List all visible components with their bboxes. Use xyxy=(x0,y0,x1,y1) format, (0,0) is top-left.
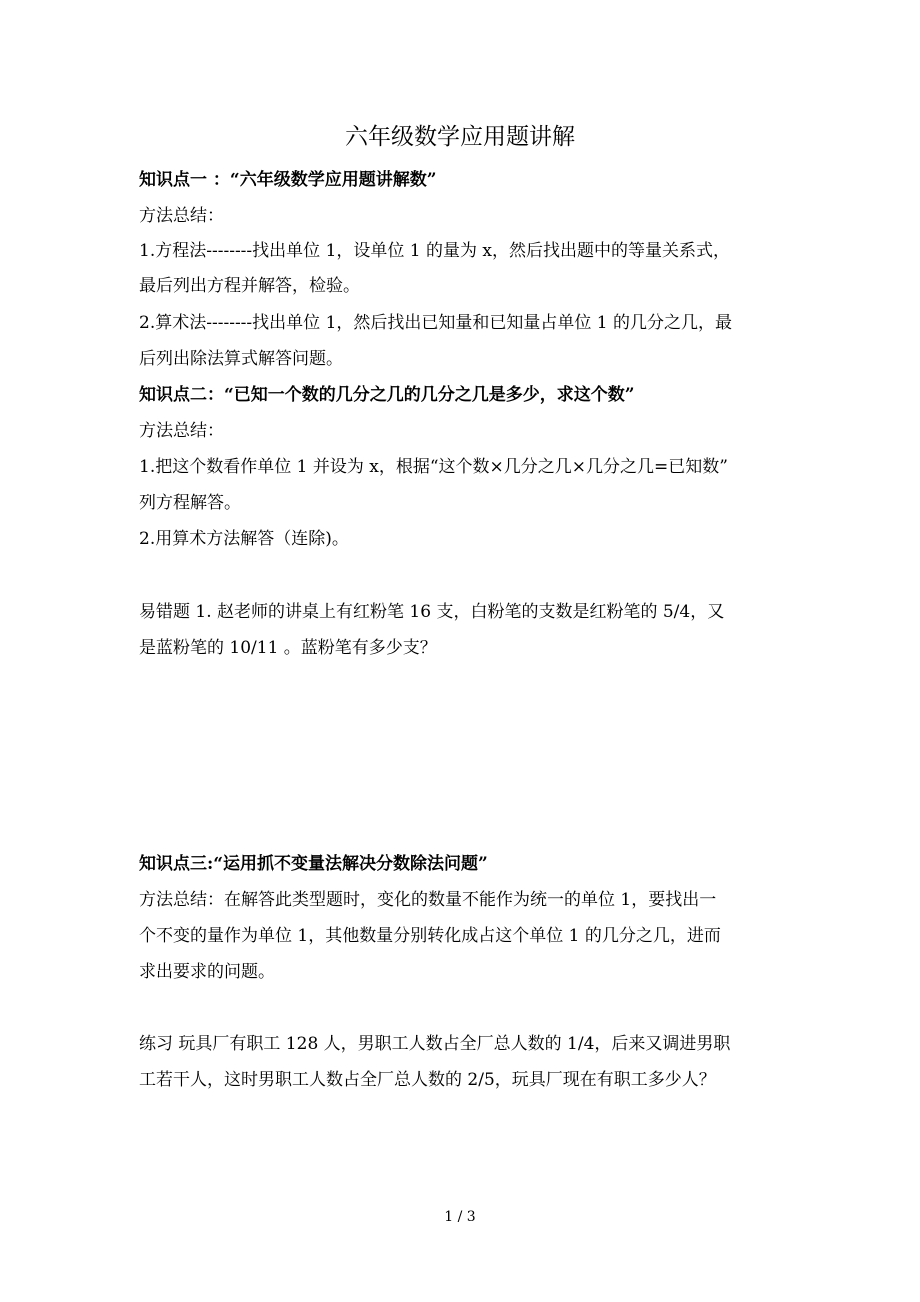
knowledge-point-1-item-1-line-1: 1.方程法--------找出单位 1，设单位 1 的量为 x，然后找出题中的等量关系式， xyxy=(139,241,731,261)
knowledge-point-3-method-line-2: 个不变的量作为单位 1，其他数量分别转化成占这个单位 1 的几分之几，进而 xyxy=(139,926,721,946)
knowledge-point-3-method-line-1: 方法总结：在解答此类型题时，变化的数量不能作为统一的单位 1，要找出一 xyxy=(139,890,717,910)
practice-line-1: 练习 玩具厂有职工 128 人，男职工人数占全厂总人数的 1/4，后来又调进男职 xyxy=(139,1034,731,1054)
knowledge-point-1-item-2-line-1: 2.算术法--------找出单位 1，然后找出已知量和已知量占单位 1 的几分之几，最 xyxy=(139,313,733,333)
page-number: 1 / 3 xyxy=(444,1209,476,1225)
knowledge-point-3-heading: 知识点三:“运用抓不变量法解决分数除法问题” xyxy=(139,854,488,874)
knowledge-point-1-heading: 知识点一 ：“六年级数学应用题讲解数” xyxy=(139,170,437,190)
knowledge-point-2-method-label: 方法总结： xyxy=(139,421,224,441)
practice-line-2: 工若干人，这时男职工人数占全厂总人数的 2/5，玩具厂现在有职工多少人？ xyxy=(139,1070,716,1090)
knowledge-point-2-item-1-line-2: 列方程解答。 xyxy=(139,493,241,513)
knowledge-point-1-item-1-line-2: 最后列出方程并解答，检验。 xyxy=(139,276,360,296)
knowledge-point-1-method-label: 方法总结： xyxy=(139,206,224,226)
knowledge-point-1-item-2-line-2: 后列出除法算式解答问题。 xyxy=(139,349,343,369)
knowledge-point-3-method-line-3: 求出要求的问题。 xyxy=(139,962,275,982)
document-title: 六年级数学应用题讲解 xyxy=(345,124,575,150)
knowledge-point-2-item-2: 2.用算术方法解答（连除)。 xyxy=(139,529,349,549)
knowledge-point-2-item-1-line-1: 1.把这个数看作单位 1 并设为 x，根据“这个数×几分之几×几分之几=已知数” xyxy=(139,457,728,477)
exercise-1-line-2: 是蓝粉笔的 10/11 。蓝粉笔有多少支？ xyxy=(139,638,437,658)
knowledge-point-2-heading: 知识点二：“已知一个数的几分之几的几分之几是多少，求这个数” xyxy=(139,385,635,405)
exercise-1-line-1: 易错题 1. 赵老师的讲桌上有红粉笔 16 支，白粉笔的支数是红粉笔的 5/4，又 xyxy=(139,602,725,622)
